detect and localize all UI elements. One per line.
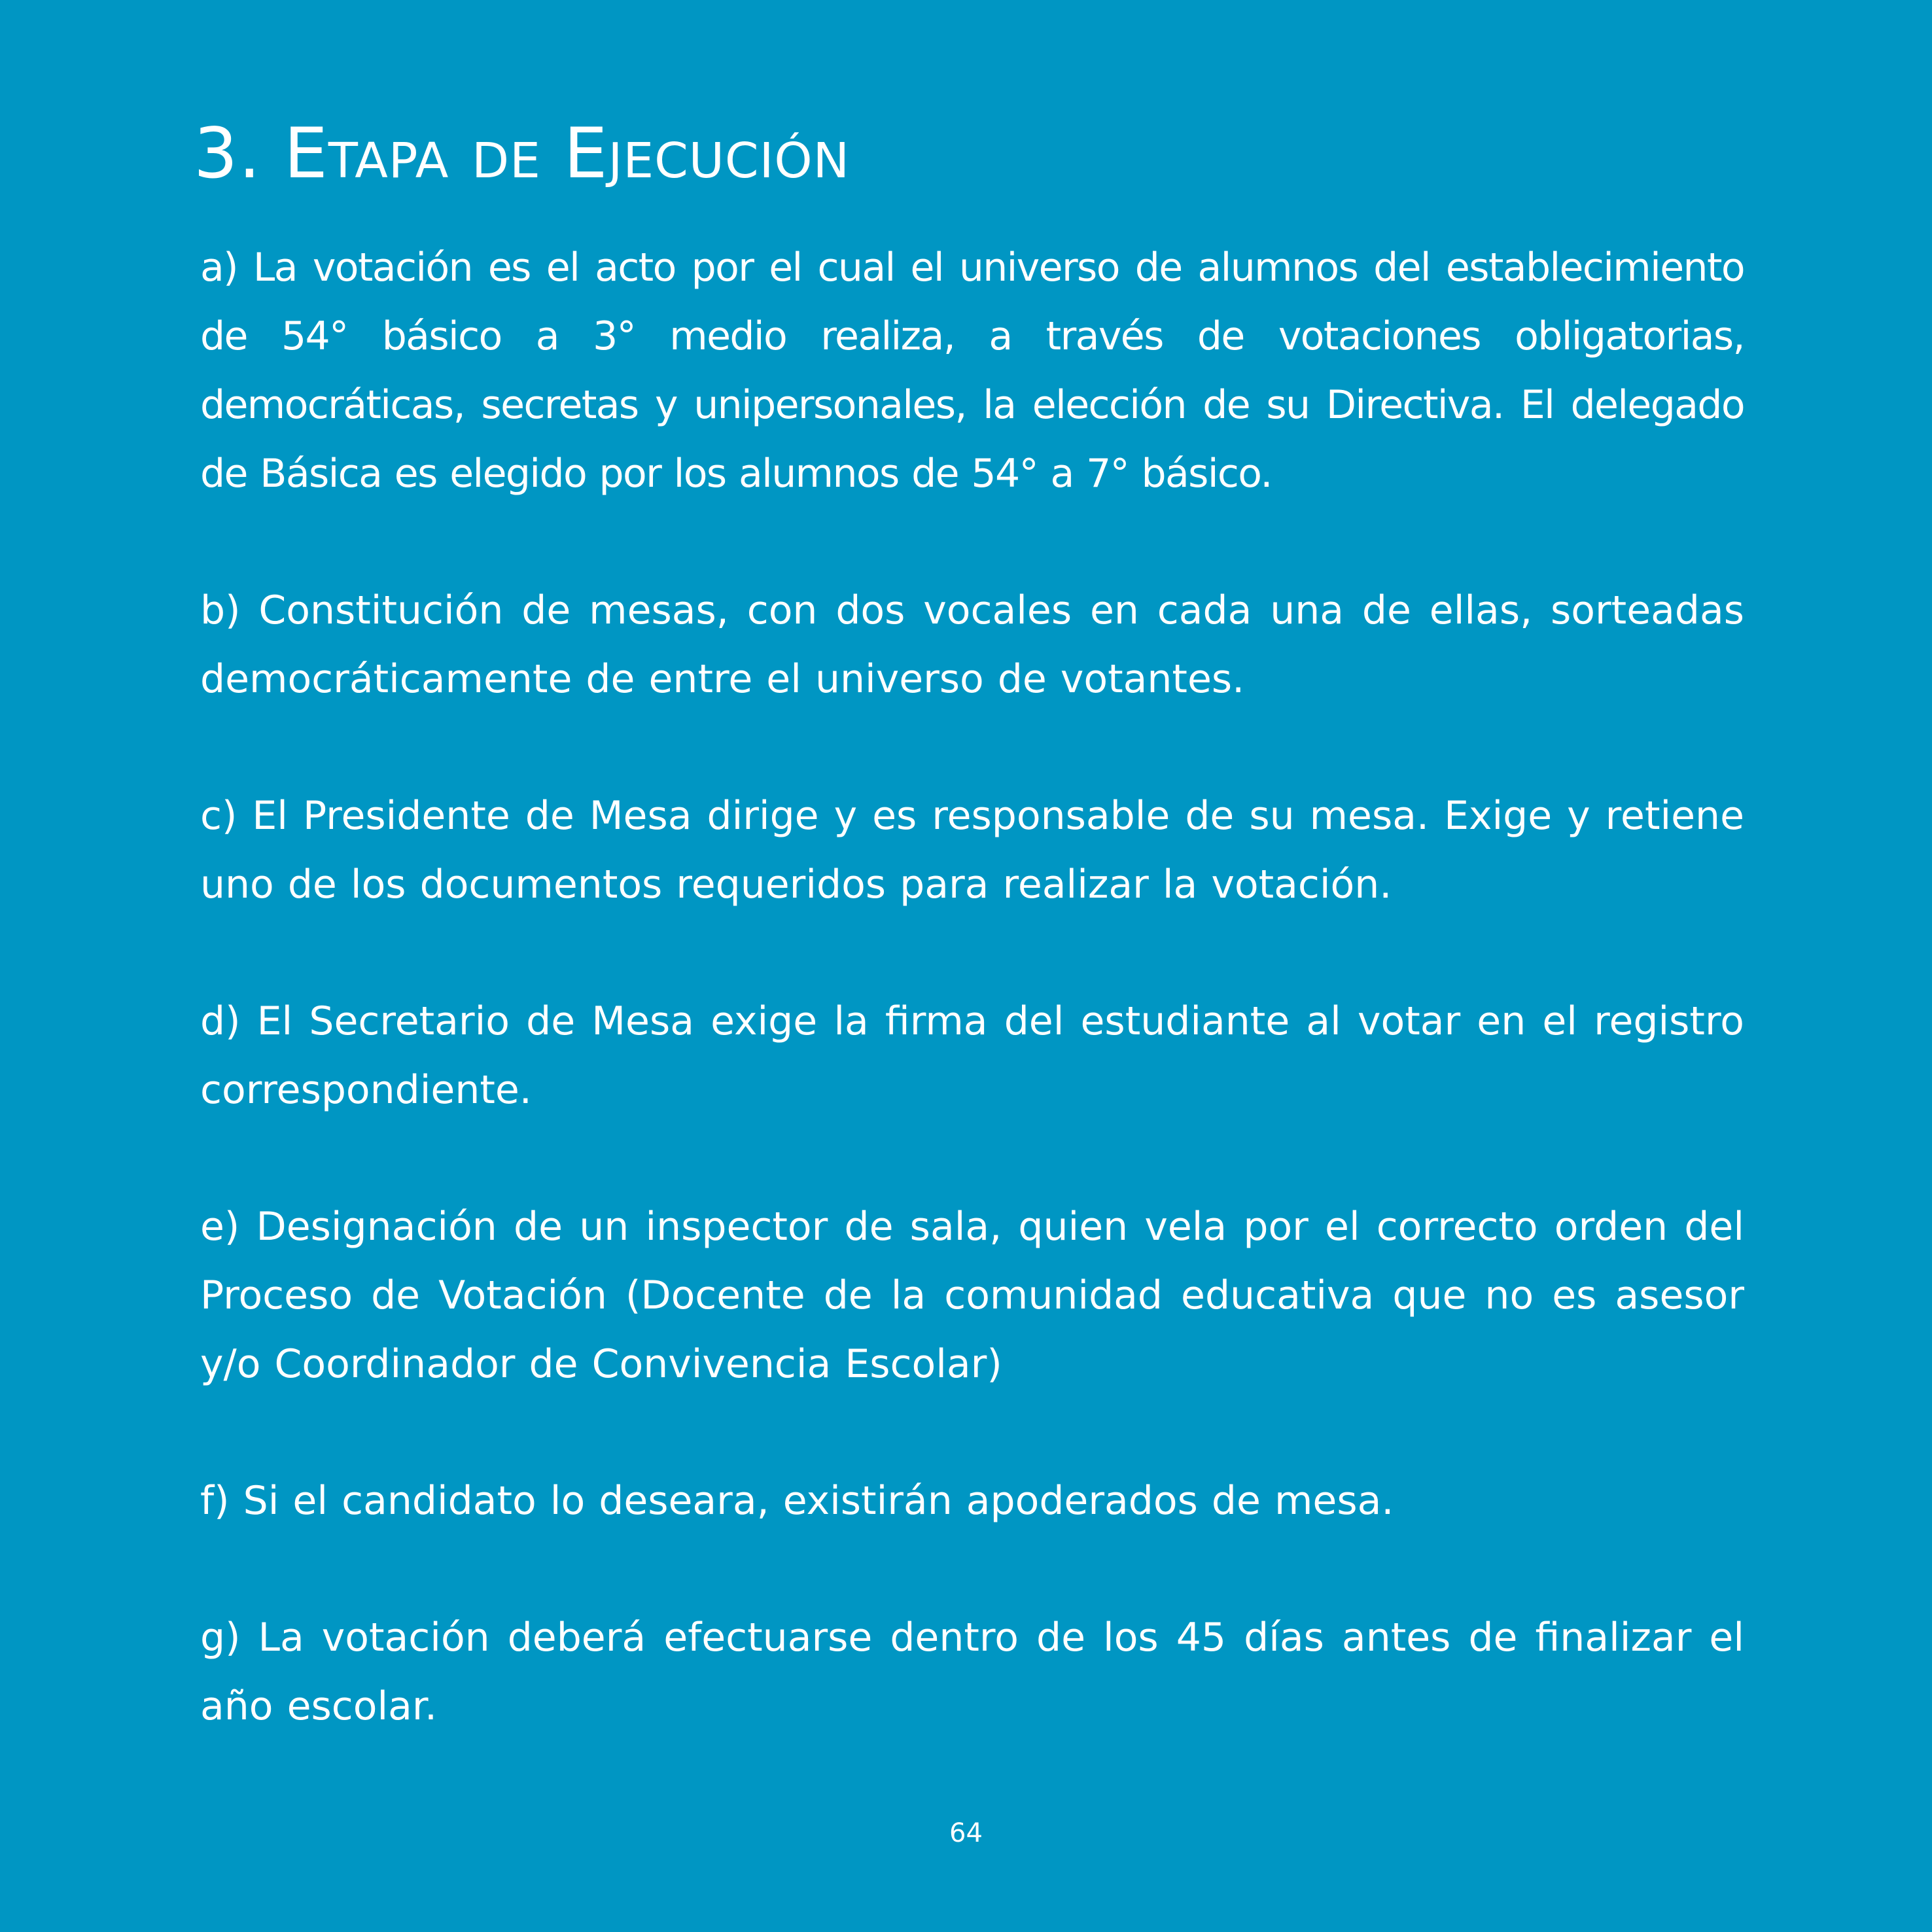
paragraph-e: e) Designación de un inspector de sala, quien vela por el correcto orden del Proceso de Votación (Docente de la comunidad educativa que no es asesor y/o Coordinador de Convivencia Escolar) <box>200 1204 1744 1387</box>
page-number: 64 <box>949 1818 983 1848</box>
section-body <box>200 234 1744 1809</box>
paragraph-g: g) La votación deberá efectuarse dentro de los 45 días antes de finalizar el año escolar. <box>200 1615 1744 1729</box>
paragraph-c: c) El Presidente de Mesa dirige y es responsable de su mesa. Exige y retiene uno de los documentos requeridos para realizar la votación. <box>200 793 1744 907</box>
section-heading: 3. Etapa de Ejecución <box>194 113 851 194</box>
paragraph-f: f) Si el candidato lo deseara, existirán apoderados de mesa. <box>200 1478 1394 1524</box>
paragraph-a: a) La votación es el acto por el cual el universo de alumnos del establecimiento de 54° básico a 3° medio realiza, a través de votaciones obligatorias, democráticas, secretas y unipersonales, la elección de su Directiva. El delegado de Básica es elegido por los alumnos de 54° a 7° básico. <box>200 245 1744 497</box>
paragraph-b: b) Constitución de mesas, con dos vocales en cada una de ellas, sorteadas democráticamente de entre el universo de votantes. <box>200 588 1744 702</box>
paragraph-d: d) El Secretario de Mesa exige la firma del estudiante al votar en el registro correspondiente. <box>200 998 1744 1113</box>
